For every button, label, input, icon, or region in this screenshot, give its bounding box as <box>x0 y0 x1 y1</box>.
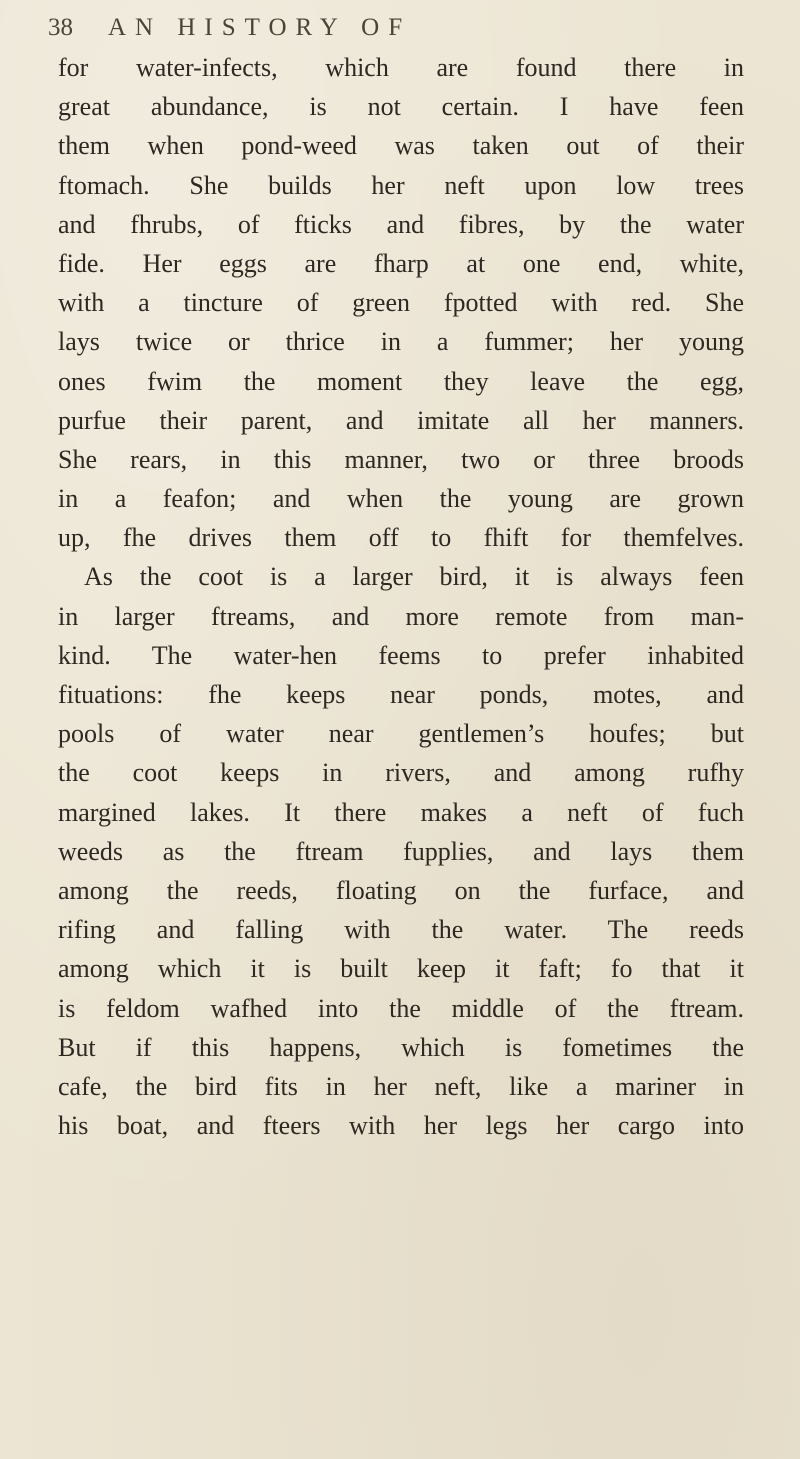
text-line: among which it is built keep it faft; fo that it <box>58 954 744 984</box>
text-line: fituations: fhe keeps near ponds, motes, and <box>58 680 744 709</box>
text-line: But if this happens, which is fometimes the <box>58 1032 744 1062</box>
text-line: ones fwim the moment they leave the egg, <box>58 366 744 396</box>
page-number: 38 <box>48 14 73 41</box>
text-line: She rears, in this manner, two or three broods <box>58 444 744 474</box>
text-line: them when pond-weed was taken out of their <box>58 131 744 161</box>
paragraph-start-line: As the coot is a larger bird, it is always feen <box>84 562 744 592</box>
text-line: cafe, the bird fits in her neft, like a mariner in <box>58 1071 744 1101</box>
text-line: purfue their parent, and imitate all her manners. <box>58 405 744 435</box>
text-line: in a feafon; and when the young are grown <box>58 484 744 514</box>
text-line: in larger ftreams, and more remote from man- <box>58 601 744 631</box>
text-line: is feldom wafhed into the middle of the ftream. <box>58 993 744 1023</box>
text-line: for water-infects, which are found there in <box>58 53 744 82</box>
text-line: kind. The water-hen feems to prefer inhabited <box>58 640 744 670</box>
body-text <box>58 48 744 1145</box>
text-line: great abundance, is not certain. I have feen <box>58 92 744 122</box>
text-line: margined lakes. It there makes a neft of fuch <box>58 797 744 827</box>
running-head <box>48 14 748 48</box>
text-line: rifing and falling with the water. The reeds <box>58 915 744 945</box>
text-line: his boat, and fteers with her legs her cargo into <box>58 1111 744 1141</box>
text-line: among the reeds, floating on the furface, and <box>58 875 744 905</box>
text-line: pools of water near gentlemen’s houfes; but <box>58 719 744 749</box>
text-line: the coot keeps in rivers, and among rufhy <box>58 758 744 788</box>
text-line: weeds as the ftream fupplies, and lays them <box>58 836 744 866</box>
text-line: lays twice or thrice in a fummer; her young <box>58 327 744 357</box>
text-line: fide. Her eggs are fharp at one end, white, <box>58 248 744 278</box>
running-title: AN HISTORY OF <box>108 14 412 41</box>
text-line: and fhrubs, of fticks and fibres, by the water <box>58 209 744 239</box>
text-line: with a tincture of green fpotted with red. She <box>58 288 744 318</box>
text-line: up, fhe drives them off to fhift for themfelves. <box>58 523 744 553</box>
text-line: ftomach. She builds her neft upon low trees <box>58 170 744 200</box>
